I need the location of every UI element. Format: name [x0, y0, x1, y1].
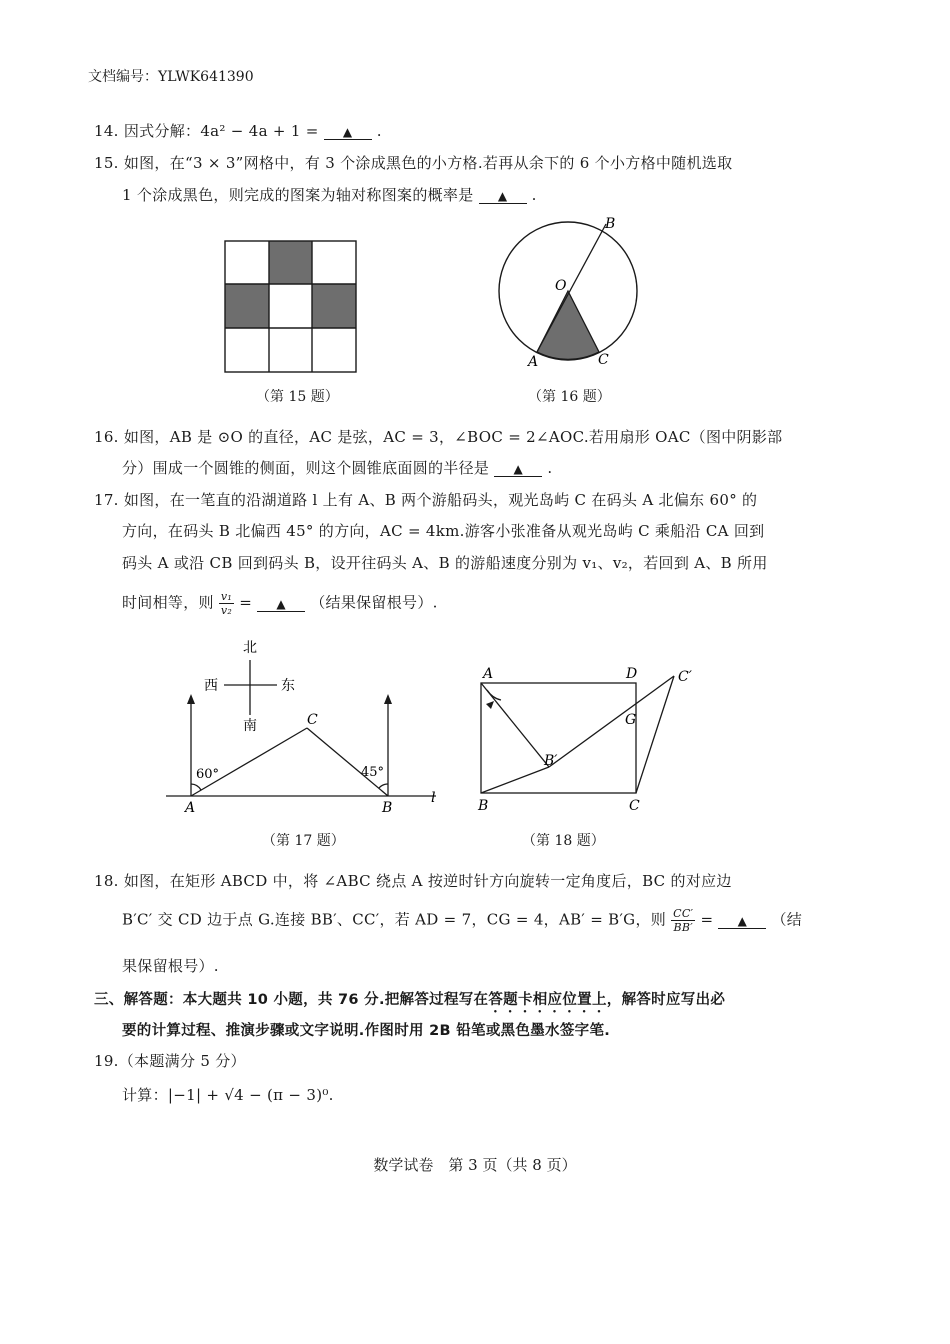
- question-16-line2: [122, 457, 552, 478]
- angle-arc-a: [191, 784, 201, 790]
- question-18-line2: [122, 907, 802, 934]
- q18-line2-pre: B′C′ 交 CD 边于点 G.连接 BB′、CC′，若 AD = 7，CG = 4，AB′ = B′G，则: [122, 910, 667, 929]
- fraction-cc1-bb1: [671, 907, 695, 934]
- q14-text: 14. 因式分解：4a² − 4a + 1 =: [94, 122, 319, 140]
- q18-line3: 果保留根号）.: [122, 957, 219, 975]
- grid-cell-shaded: [312, 284, 356, 328]
- label-d: D: [626, 666, 638, 682]
- section-3-post: ，解答时应写出必: [606, 992, 726, 1008]
- grid-cell-shaded: [269, 241, 312, 284]
- compass-west: 西: [204, 678, 218, 694]
- q15-line2: 1 个涂成黑色，则完成的图案为轴对称图案的概率是: [122, 186, 474, 204]
- segment-cb: [307, 728, 388, 796]
- label-a: A: [185, 800, 196, 816]
- label-l: l: [431, 790, 436, 806]
- grid-cell-shaded: [225, 284, 269, 328]
- label-c: C: [629, 798, 640, 814]
- question-15-line2: [122, 184, 537, 205]
- figure-18-diagram: [470, 656, 710, 820]
- rectangle-abcd: [481, 683, 636, 793]
- fraction-denominator: v₂: [220, 604, 233, 617]
- section-3-pre: 三、解答题：本大题共 10 小题，共 76 分.把解答过程写在: [94, 992, 489, 1008]
- angle-60-label: 60°: [196, 767, 220, 782]
- figure-17-caption: （第 17 题）: [262, 833, 345, 849]
- figure-16-caption: （第 16 题）: [528, 389, 611, 405]
- label-b: B: [382, 800, 393, 816]
- q17-line2: 方向，在码头 B 北偏西 45° 的方向，AC = 4km.游客小张准备从观光岛屿 C 乘船沿 CA 回到: [122, 522, 765, 540]
- q17-eq: =: [239, 593, 253, 612]
- label-o: O: [555, 278, 567, 294]
- q17-line1: 17. 如图，在一笔直的沿湖道路 l 上有 A、B 两个游船码头，观光岛屿 C 在码头 A 北偏东 60° 的: [94, 491, 758, 509]
- question-17-line4: [122, 590, 438, 617]
- section-3-line1: [94, 988, 725, 1016]
- q17-line4-pre: 时间相等，则: [122, 593, 214, 612]
- compass-south: 南: [243, 718, 257, 734]
- section-3-line2: 要的计算过程、推演步骤或文字说明.作图时用 2B 铅笔或黑色墨水签字笔.: [122, 1023, 611, 1039]
- arrowhead-b: [384, 694, 392, 704]
- answer-blank[interactable]: ▲: [718, 914, 766, 929]
- q14-tail: .: [376, 122, 382, 140]
- q19-line2: 计算：|−1| + √4 − (π − 3)⁰.: [122, 1086, 334, 1104]
- angle-45-label: 45°: [361, 765, 385, 780]
- q16-tail: .: [547, 459, 553, 477]
- question-14: [94, 120, 382, 141]
- q18-line2-post: （结: [771, 910, 803, 929]
- fraction-v1-v2: [219, 590, 234, 617]
- fraction-denominator: BB′: [673, 921, 694, 934]
- label-c: C: [598, 352, 609, 368]
- q16-line1: 16. 如图，AB 是 ⊙O 的直径，AC 是弦，AC = 3，∠BOC = 2∠AOC.若用扇形 OAC（图中阴影部: [94, 428, 783, 446]
- label-c: C: [307, 712, 318, 728]
- section-3-emphasis: 答题卡相应位置上: [488, 992, 607, 1008]
- q16-line2: 分）围成一个圆锥的侧面，则这个圆锥底面圆的半径是: [122, 459, 490, 477]
- label-a: A: [528, 354, 539, 370]
- label-a: A: [483, 666, 494, 682]
- rotation-arrowhead: [486, 701, 494, 709]
- page-footer: 数学试卷 第 3 页（共 8 页）: [373, 1156, 577, 1174]
- segment-cc1: [636, 676, 674, 793]
- q18-line1: 18. 如图，在矩形 ABCD 中，将 ∠ABC 绕点 A 按逆时针方向旋转一定角度后，BC 的对应边: [94, 872, 732, 890]
- q15-line1: 15. 如图，在“3 × 3”网格中，有 3 个涂成黑色的小方格.若再从余下的 6 个小方格中随机选取: [94, 154, 733, 172]
- figure-17-diagram: [160, 630, 450, 820]
- label-c1: C′: [678, 669, 692, 685]
- label-b: B: [605, 216, 616, 232]
- segment-bb1: [481, 767, 549, 793]
- answer-blank[interactable]: ▲: [324, 125, 372, 140]
- shaded-sector: [537, 291, 599, 359]
- label-g: G: [625, 712, 637, 728]
- angle-arc-b: [379, 784, 388, 788]
- answer-blank[interactable]: ▲: [479, 189, 527, 204]
- q17-line3: 码头 A 或沿 CB 回到码头 B，设开往码头 A、B 的游船速度分别为 v₁、v₂，若回到 A、B 所用: [122, 554, 768, 572]
- compass-north: 北: [243, 640, 257, 656]
- answer-blank[interactable]: ▲: [257, 597, 305, 612]
- label-b: B: [478, 798, 489, 814]
- document-id: 文档编号：YLWK641390: [88, 69, 254, 85]
- segment-ac: [191, 728, 307, 796]
- q19-line1: 19.（本题满分 5 分）: [94, 1052, 246, 1070]
- fraction-numerator: v₁: [220, 590, 233, 603]
- figure-15-grid: [224, 240, 358, 374]
- compass-east: 东: [281, 678, 295, 694]
- segment-b1c1: [549, 676, 674, 767]
- q15-tail: .: [531, 186, 537, 204]
- answer-blank[interactable]: ▲: [494, 462, 542, 477]
- figure-18-caption: （第 18 题）: [522, 833, 605, 849]
- q17-line4-post: （结果保留根号）.: [310, 593, 438, 612]
- label-b1: B′: [544, 753, 558, 769]
- figure-16-circle: [490, 212, 650, 372]
- fraction-numerator: CC′: [673, 907, 694, 920]
- figure-15-caption: （第 15 题）: [256, 389, 339, 405]
- q18-eq: =: [700, 910, 714, 929]
- arrowhead-a: [187, 694, 195, 704]
